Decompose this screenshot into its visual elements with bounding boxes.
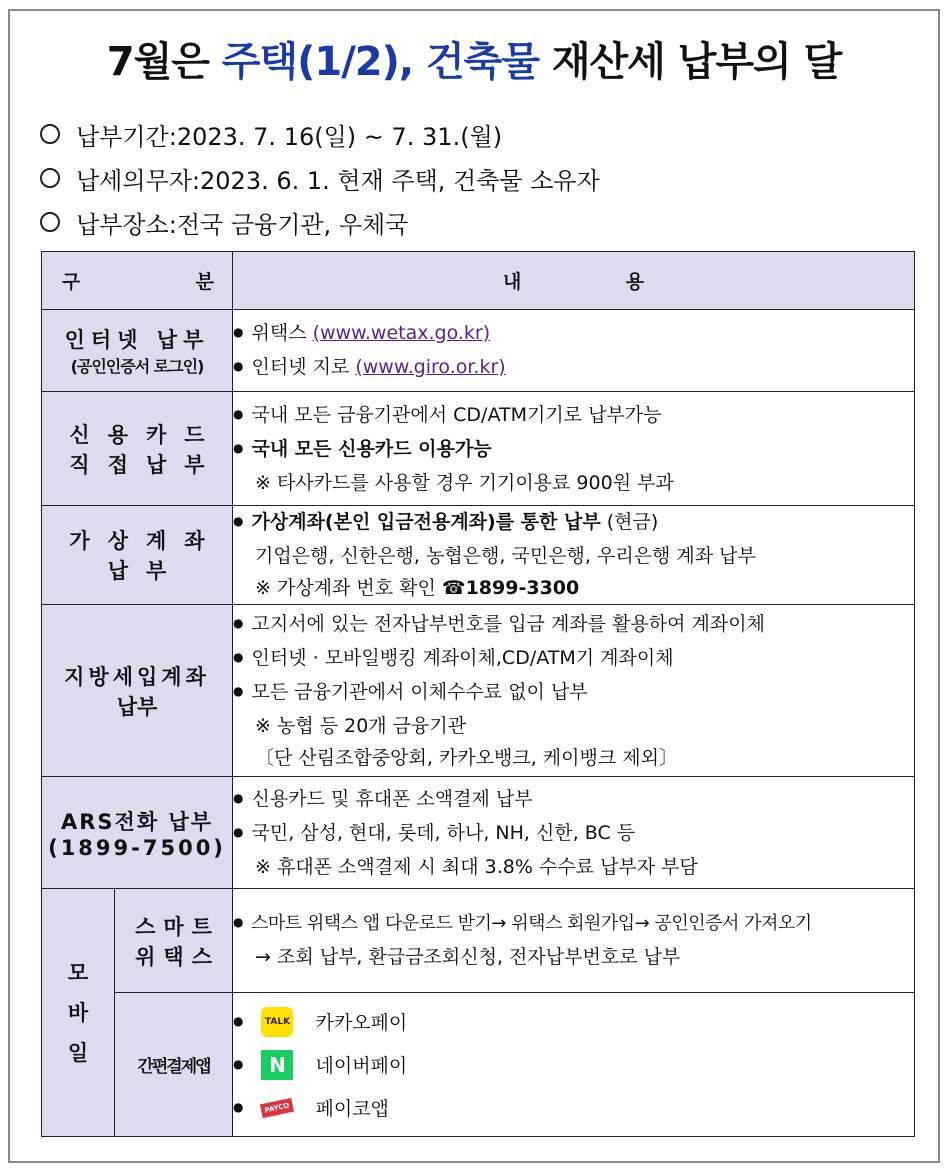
row-virtual-account	[42, 506, 915, 605]
page-title: 7월은 주택(1/2), 건축물 재산세 납부의 달	[106, 39, 842, 85]
header-category: 구 분	[42, 252, 233, 310]
content-virtual-account: ● 가상계좌(본인 입금전용계좌)를 통한 납부 (현금) 기업은행, 신한은행, 농협은행, 국민은행, 우리은행 계좌 납부 ※ 가상계좌 번호 확인 ☎1899-3300	[233, 506, 915, 605]
phone-number: ☎1899-3300	[441, 577, 580, 599]
label-virtual-account: 가상계좌 납부	[42, 506, 233, 605]
content-smart-wetax: ● 스마트 위택스 앱 다운로드 받기→ 위택스 회원가입→ 공인인증서 가져오기 → 조회 납부, 환급금조회신청, 전자납부번호로 납부	[233, 889, 915, 993]
info-payment-period: 납부기간: 2023. 7. 16(일) ~ 7. 31.(월)	[40, 112, 600, 156]
app-naverpay: ● N 네이버페이	[233, 1043, 914, 1086]
content-internet: ● 위택스 (www.wetax.go.kr) ● 인터넷 지로 (www.giro.or.kr)	[233, 310, 915, 392]
circle-bullet-icon	[40, 212, 60, 232]
info-list	[40, 112, 600, 244]
content-credit-card: ● 국내 모든 금융기관에서 CD/ATM기기로 납부가능 ● 국내 모든 신용카드 이용가능 ※ 타사카드를 사용할 경우 기기이용료 900원 부과	[233, 392, 915, 506]
naver-icon: N	[261, 1050, 293, 1080]
table-header-row	[42, 252, 915, 310]
circle-bullet-icon	[40, 124, 60, 144]
row-smart-wetax	[42, 889, 915, 993]
row-ars	[42, 777, 915, 889]
label-ars: ARS전화 납부 (1899-7500)	[42, 777, 233, 889]
info-taxpayer: 납세의무자: 2023. 6. 1. 현재 주택, 건축물 소유자	[40, 156, 600, 200]
row-local-tax-account	[42, 605, 915, 777]
app-payco: ● PAYCO 페이코앱	[233, 1086, 914, 1129]
label-internet: 인터넷 납부 (공인인증서 로그인)	[42, 310, 233, 392]
label-local-tax-account: 지방세입계좌 납부	[42, 605, 233, 777]
header-content: 내 용	[233, 252, 915, 310]
row-easy-pay	[42, 993, 915, 1137]
payco-icon: PAYCO	[260, 1097, 294, 1117]
payment-methods-table	[41, 251, 915, 1137]
kakao-talk-icon: TALK	[261, 1007, 293, 1037]
giro-link[interactable]: (www.giro.or.kr)	[355, 355, 506, 378]
info-payment-place: 납부장소: 전국 금융기관, 우체국	[40, 200, 600, 244]
content-easy-pay	[233, 993, 915, 1137]
row-credit-card	[42, 392, 915, 506]
label-mobile: 모 바 일	[42, 889, 115, 1137]
content-local-tax-account: ● 고지서에 있는 전자납부번호를 입금 계좌를 활용하여 계좌이체 ● 인터넷 · 모바일뱅킹 계좌이체,CD/ATM기 계좌이체 ● 모든 금융기관에서 이체수수료 없이 납부 ※ 농협 등 20개 금융기관 〔단 산림조합중앙회, 카카오뱅크, 케이뱅크 제외〕	[233, 605, 915, 777]
wetax-link[interactable]: (www.wetax.go.kr)	[312, 321, 491, 344]
circle-bullet-icon	[40, 168, 60, 188]
label-smart-wetax: 스마트 위택스	[115, 889, 233, 993]
row-internet	[42, 310, 915, 392]
label-credit-card: 신용카드 직접납부	[42, 392, 233, 506]
label-easy-pay: 간편결제앱	[115, 993, 233, 1137]
content-ars: ● 신용카드 및 휴대폰 소액결제 납부 ● 국민, 삼성, 현대, 롯데, 하나, NH, 신한, BC 등 ※ 휴대폰 소액결제 시 최대 3.8% 수수료 납부자 부담	[233, 777, 915, 889]
title-highlight: 주택(1/2), 건축물	[221, 39, 539, 85]
app-kakaopay: ● TALK 카카오페이	[233, 1000, 914, 1043]
